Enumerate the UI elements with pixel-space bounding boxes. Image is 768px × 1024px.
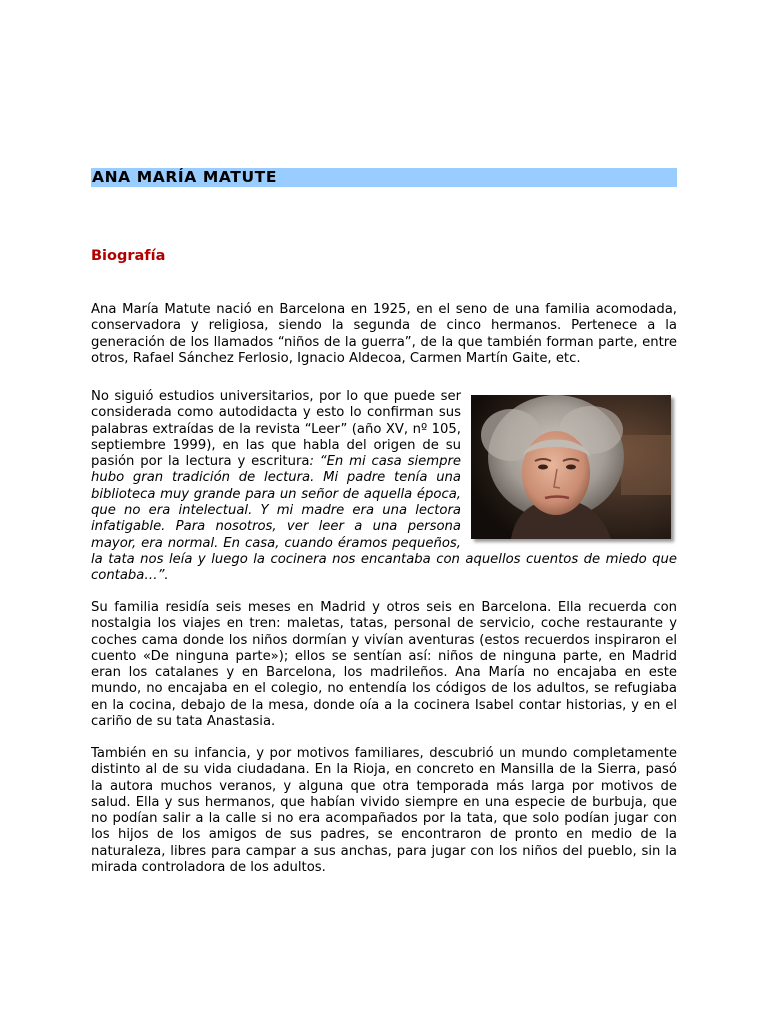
title-bar — [91, 168, 677, 187]
portrait-photo — [471, 395, 677, 545]
portrait-image — [471, 395, 671, 539]
paragraph-4: También en su infancia, y por motivos familiares, descubrió un mundo completamente distinto al de su vida ciudadana. En la Rioja, en concreto en Mansilla de la Sierra, pasó la autora muchos veranos, y alguna que otra temporada más larga por motivos de salud. Ella y sus hermanos, que habían vivido siempre en una especie de burbuja, que no podían salir a la calle si no era acompañados por la tata, que solo podían jugar con los hijos de los amigos de sus padres, se encontraron de pronto en medio de la naturaleza, libres para campar a sus anchas, para jugar con los niños del pueblo, sin la mirada controladora de los adultos. — [91, 746, 677, 876]
paragraph-2 — [91, 389, 677, 585]
paragraph-3: Su familia residía seis meses en Madrid y otros seis en Barcelona. Ella recuerda con nostalgia los viajes en tren: maletas, tatas, personal de servicio, coche restaurante y coches cama donde los niños dormían y vivían aventuras (estos recuerdos inspiraron el cuento «De ninguna parte»); ellos se sentían así: niños de ninguna parte, en Madrid eran los catalanes y en Barcelona, los madrileños. Ana María no encajaba en este mundo, no encajaba en el colegio, no entendía los códigos de los adultos, se refugiaba en la cocina, debajo de la mesa, donde oía a la cocinera Isabel contar historias, y en el cariño de su tata Anastasia. — [91, 600, 677, 730]
document-title: ANA MARÍA MATUTE — [92, 168, 278, 186]
portrait-illustration — [471, 395, 671, 539]
paragraph-2-intro: No siguió estudios universitarios, por lo que puede ser considerada como autodidacta y esto lo confirman sus palabras extraídas de la revista “Leer” (año XV, nº 105, septiembre 1999), en las que habla del origen de su pasión por la lectura y escritura — [91, 389, 461, 470]
paragraph-1: Ana María Matute nació en Barcelona en 1925, en el seno de una familia acomodada, conservadora y religiosa, siendo la segunda de cinco hermanos. Pertenece a la generación de los llamados “niños de la guerra”, de la que también forman parte, entre otros, Rafael Sánchez Ferlosio, Ignacio Aldecoa, Carmen Martín Gaite, etc. — [91, 302, 677, 366]
paragraph-2-quote: : “En mi casa siempre hubo gran tradición de lectura. Mi padre tenía una biblioteca muy grande para un señor de aquella época, que no era intelectual. Y mi madre era una lectora infatigable. Para nosotros, ver leer a una persona mayor, era normal. En casa, cuando éramos pequeños, la tata nos leía y luego la cocinera nos encantaba con aquellos cuentos de miedo que contaba…”. — [91, 454, 677, 584]
section-heading-biografia: Biografía — [91, 248, 166, 264]
